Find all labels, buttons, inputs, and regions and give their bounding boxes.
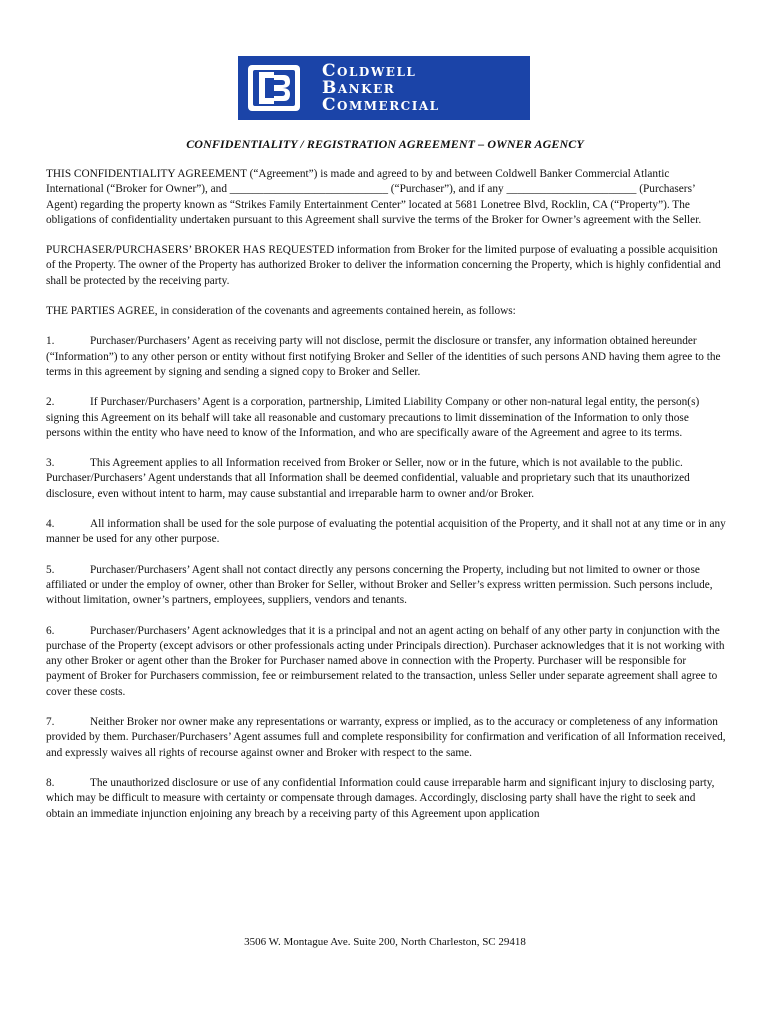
agree-paragraph: THE PARTIES AGREE, in consideration of the covenants and agreements contained herein, as follows:	[46, 305, 516, 318]
clause-number: 4.	[46, 518, 55, 531]
clause-6	[46, 624, 726, 700]
clause-text: Purchaser/Purchasers’ Agent shall not contact directly any persons concerning the Property, including but not limited to owner or those affiliated or under the employ of owner, other than Broker for Seller, without Broker and Seller’s express written permission. Such persons include, without limitation, owner’s partners, employees, suppliers, vendors and tenants.	[46, 563, 713, 607]
clause-number: 3.	[46, 457, 55, 470]
clause-text: The unauthorized disclosure or use of any confidential Information could cause irreparable harm and significant injury to disclosing party, which may be difficult to measure with certainty or compensate through damages. Accordingly, disclosing party shall have the right to seek and obtain an immediate injunction enjoining any breach by a receiving party of this Agreement upon application	[46, 776, 715, 820]
clause-number: 1.	[46, 335, 55, 348]
clause-number: 7.	[46, 716, 55, 729]
clause-number: 5.	[46, 563, 55, 576]
clause-4	[46, 517, 726, 548]
clause-2	[46, 395, 726, 441]
agreement-body	[46, 167, 726, 837]
clause-text: Neither Broker nor owner make any representations or warranty, express or implied, as to the accuracy or completeness of any information provided by them. Purchaser/Purchasers’ Agent assumes full and complete responsibility for confirmation and verification of all Information received, and expressly waives all rights of recourse against owner and Broker with respect to the same.	[46, 716, 726, 759]
clause-text: All information shall be used for the sole purpose of evaluating the potential acquisition of the Property, and it shall not at any time or in any manner be used for any other purpose.	[46, 518, 726, 546]
request-paragraph: PURCHASER/PURCHASERS’ BROKER HAS REQUESTED information from Broker for the limited purpose of evaluating a possible acquisition of the Property. The owner of the Property has authorized Broker to deliver the information concerning the Property, which is highly confidential and shall be protected by the receiving party.	[46, 244, 721, 287]
company-logo	[238, 56, 530, 120]
clause-number: 2.	[46, 396, 55, 409]
footer-address: 3506 W. Montague Ave. Suite 200, North Charleston, SC 29418	[244, 936, 526, 948]
logo-line-1: Coldwell	[322, 60, 417, 81]
clause-8	[46, 776, 726, 822]
clause-text: If Purchaser/Purchasers’ Agent is a corporation, partnership, Limited Liability Company or other non-natural legal entity, the person(s) signing this Agreement on its behalf will take all reasonable and customary precautions to limit dissemination of the Information to only those persons within the entity who have need to know of the Information, and who are specifically aware of the Agreement and agree to its terms.	[46, 396, 700, 439]
clause-number: 6.	[46, 624, 55, 637]
clause-3	[46, 456, 726, 502]
logo-line-2: Banker	[322, 77, 396, 98]
document-title: CONFIDENTIALITY / REGISTRATION AGREEMENT – OWNER AGENCY	[186, 137, 584, 151]
clause-list	[46, 334, 726, 821]
intro-paragraph: THIS CONFIDENTIALITY AGREEMENT (“Agreement”) is made and agreed to by and between Coldwell Banker Commercial Atlantic International (“Broker for Owner”), and ____________________________ (“Purchaser”), and if any _______________________ (Purchasers’ Agent) regarding the property known as “Strikes Family Entertainment Center” located at 5681 Lonetree Blvd, Rocklin, CA (“Property”). The obligations of confidentiality undertaken pursuant to this Agreement shall survive the terms of the Broker for Owner’s agreement with the Seller.	[46, 168, 702, 226]
clause-number: 8.	[46, 776, 55, 789]
logo-line-3: Commercial	[322, 94, 440, 115]
clause-5	[46, 563, 726, 609]
cb-logo-icon	[244, 61, 304, 115]
clause-1	[46, 334, 726, 380]
logo-wordmark	[322, 60, 440, 115]
clause-text: This Agreement applies to all Information received from Broker or Seller, now or in the future, which is not available to the public. Purchaser/Purchasers’ Agent understands that all Information shall be deemed confidential, valuable and proprietary such that its unauthorized disclosure, even without intent to harm, may cause substantial and irreparable harm to owner and/or Broker.	[46, 457, 690, 500]
clause-text: Purchaser/Purchasers’ Agent as receiving party will not disclose, permit the disclosure or transfer, any information obtained hereunder (“Information”) to any other person or entity without first notifying Broker and Seller of the identities of such persons AND having them agree to the terms in this agreement by signing and sending a signed copy to Broker and Seller.	[46, 335, 721, 378]
clause-7	[46, 715, 726, 761]
clause-text: Purchaser/Purchasers’ Agent acknowledges that it is a principal and not an agent acting on behalf of any other party in conjunction with the purchase of the Property (except advisors or other professionals acting under Principals direction). Purchaser acknowledges that it is not working with any other Broker or agent other than the Broker for Purchaser named above in connection with the Property. Purchaser will be responsible for payment of Broker for Purchasers commission, fee or reimbursement related to the transaction, unless Seller under separate agreement shall agree to cover these costs.	[46, 624, 725, 698]
